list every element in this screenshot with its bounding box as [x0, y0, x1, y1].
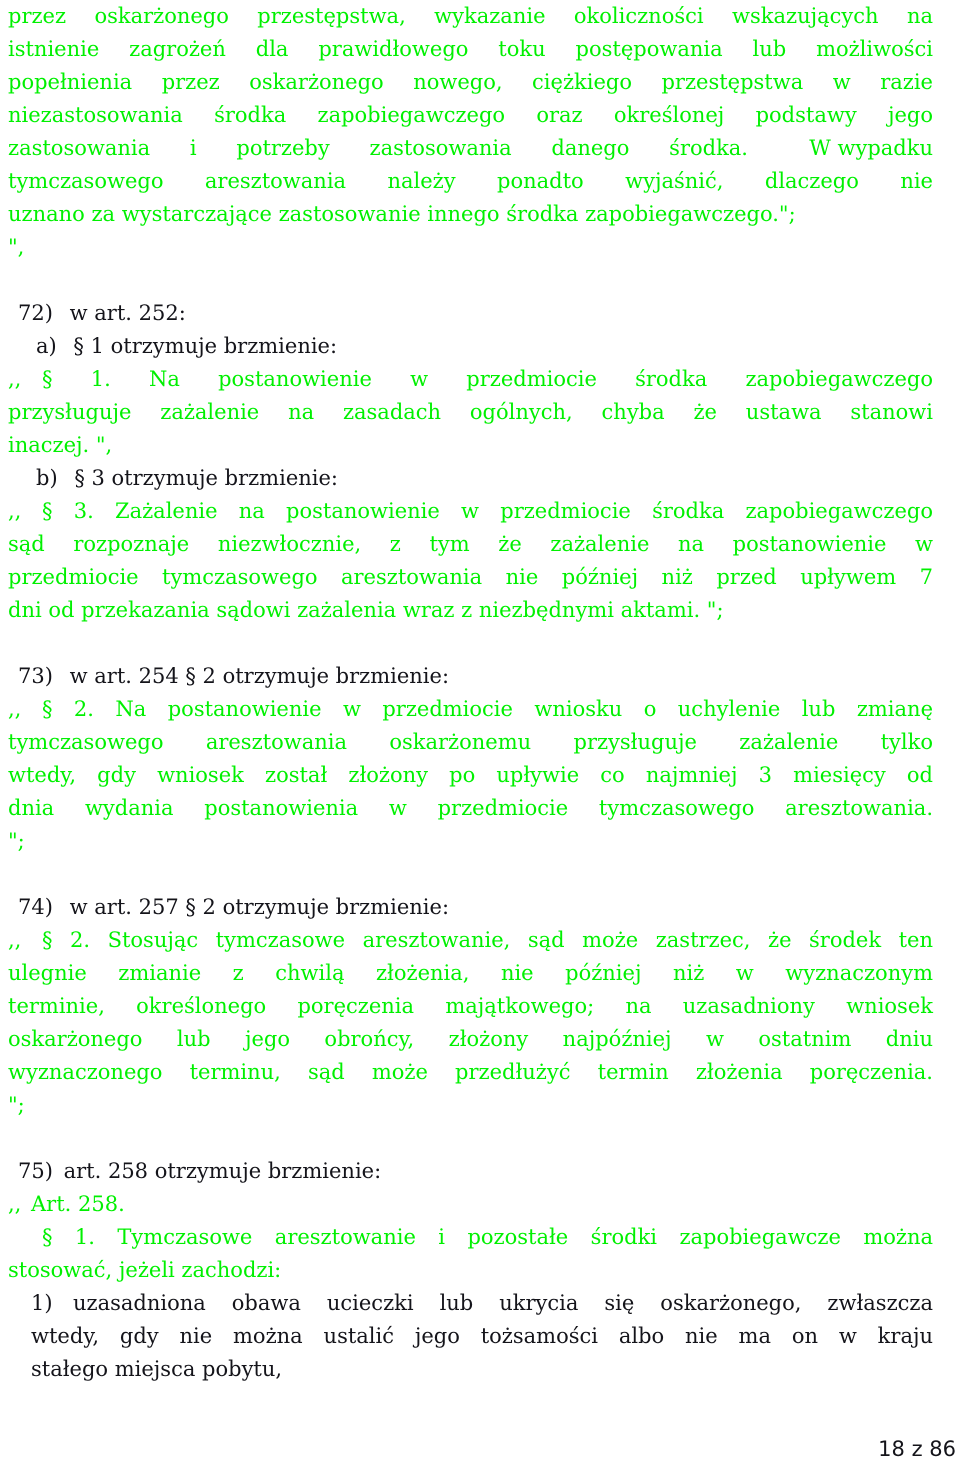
text-line: zastosowania i potrzeby zastosowania danego środka.	[8, 136, 748, 160]
list-item-number: 1)	[31, 1291, 53, 1315]
text-line: przez oskarżonego przestępstwa, wykazanie okoliczności wskazujących na	[8, 4, 933, 28]
text-line: wyznaczonego terminu, sąd może przedłużyć termin złożenia poręczenia.	[8, 1060, 933, 1084]
text-line: § 3. Zażalenie na postanowienie w przedmiocie środka zapobiegawczego	[42, 499, 933, 523]
text-line: przedmiocie tymczasowego aresztowania nie później niż przed upływem 7	[8, 565, 933, 589]
text-line: sąd rozpoznaje niezwłocznie, z tym że zażalenie na postanowienie w	[8, 532, 933, 556]
item-number: 74)	[18, 895, 53, 919]
text-line: tymczasowego aresztowania oskarżonemu przysługuje zażalenie tylko	[8, 730, 933, 754]
text-line: przysługuje zażalenie na zasadach ogólnych, chyba że ustawa stanowi	[8, 400, 933, 424]
list-item-line: wtedy, gdy nie można ustalić jego tożsamości albo nie ma on w kraju	[31, 1324, 933, 1348]
quote-open: ,,	[8, 499, 22, 523]
text-line: tymczasowego aresztowania należy ponadto wyjaśnić, dlaczego nie	[8, 169, 933, 193]
text-line: § 1. Tymczasowe aresztowanie i pozostałe środki zapobiegawcze można	[42, 1225, 933, 1249]
item-number: 75)	[18, 1159, 53, 1183]
text-line: terminie, określonego poręczenia majątkowego; na uzasadniony wniosek	[8, 994, 933, 1018]
article-heading	[18, 297, 933, 330]
sub-item-label: b)	[36, 466, 58, 490]
article-title: Art. 258.	[31, 1192, 125, 1216]
text-line: ";	[8, 829, 25, 853]
sub-item-label: a)	[36, 334, 57, 358]
text-line: popełnienia przez oskarżonego nowego, ciężkiego przestępstwa w razie	[8, 70, 933, 94]
item-heading: w art. 254 § 2 otrzymuje brzmienie:	[69, 664, 450, 688]
article-heading	[18, 891, 933, 924]
text-line: istnienie zagrożeń dla prawidłowego toku postępowania lub możliwości	[8, 37, 933, 61]
text-line: uznano za wystarczające zastosowanie innego środka zapobiegawczego.";	[8, 202, 796, 226]
text-line: ";	[8, 1093, 25, 1117]
item-number: 72)	[18, 301, 53, 325]
quote-open: ,,	[8, 1192, 22, 1216]
article-heading	[18, 1155, 933, 1188]
item-number: 73)	[18, 664, 53, 688]
quote-open: ,,	[8, 928, 22, 952]
sub-item-b	[36, 462, 933, 495]
item-heading: w art. 257 § 2 otrzymuje brzmienie:	[69, 895, 450, 919]
sub-item-text: § 1 otrzymuje brzmienie:	[73, 334, 338, 358]
text-line: wtedy, gdy wniosek został złożony po upływie co najmniej 3 miesięcy od	[8, 763, 933, 787]
text-line: inaczej. ",	[8, 433, 113, 457]
text-line: niezastosowania środka zapobiegawczego oraz określonej podstawy jego	[8, 103, 933, 127]
page-number: 18 z 86	[878, 1437, 956, 1461]
sub-item-a	[36, 330, 933, 363]
article-heading	[18, 660, 933, 693]
item-heading: art. 258 otrzymuje brzmienie:	[63, 1159, 382, 1183]
text-line: ulegnie zmianie z chwilą złożenia, nie później niż w wyznaczonym	[8, 961, 933, 985]
text-line: dnia wydania postanowienia w przedmiocie tymczasowego aresztowania.	[8, 796, 933, 820]
text-line: § 1. Na postanowienie w przedmiocie środka zapobiegawczego	[42, 367, 933, 391]
text-line: W wypadku	[809, 136, 933, 160]
item-heading: w art. 252:	[69, 301, 186, 325]
quote-open: ,,	[8, 367, 22, 391]
text-line: oskarżonego lub jego obrońcy, złożony najpóźniej w ostatnim dniu	[8, 1027, 933, 1051]
sub-item-text: § 3 otrzymuje brzmienie:	[74, 466, 338, 490]
text-line: § 2. Stosując tymczasowe aresztowanie, sąd może zastrzec, że środek ten	[42, 928, 933, 952]
list-item-line: uzasadniona obawa ucieczki lub ukrycia się oskarżonego, zwłaszcza	[73, 1291, 933, 1315]
list-item-line: stałego miejsca pobytu,	[31, 1357, 283, 1381]
text-line: dni od przekazania sądowi zażalenia wraz z niezbędnymi aktami. ";	[8, 598, 724, 622]
text-line: stosować, jeżeli zachodzi:	[8, 1258, 282, 1282]
text-line: ",	[8, 235, 25, 259]
text-line: § 2. Na postanowienie w przedmiocie wniosku o uchylenie lub zmianę	[42, 697, 933, 721]
quote-open: ,,	[8, 697, 22, 721]
